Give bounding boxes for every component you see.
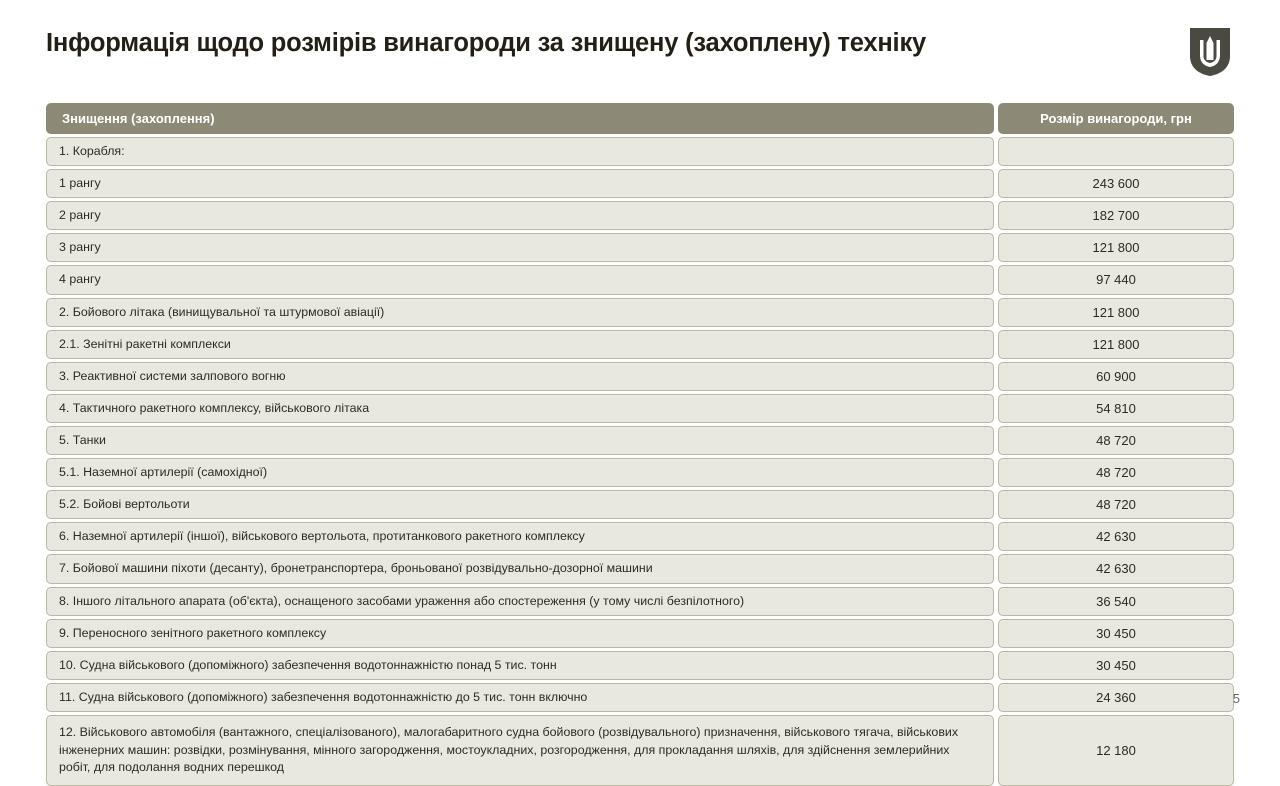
rewards-table	[46, 103, 1234, 786]
row-label: 3. Реактивної системи залпового вогню	[46, 362, 994, 391]
row-label: 8. Іншого літального апарата (об'єкта), оснащеного засобами ураження або спостереження (у тому числі безпілотного)	[46, 587, 994, 616]
row-value: 42 630	[998, 522, 1234, 551]
row-label: 2. Бойового літака (винищувальної та штурмової авіації)	[46, 298, 994, 327]
row-label: 2 рангу	[46, 201, 994, 230]
row-value: 24 360	[998, 683, 1234, 712]
table-row	[46, 201, 1234, 230]
row-value: 48 720	[998, 426, 1234, 455]
table-row	[46, 298, 1234, 327]
table-row	[46, 522, 1234, 551]
row-value: 121 800	[998, 233, 1234, 262]
page-title: Інформація щодо розмірів винагороди за знищену (захоплену) техніку	[46, 29, 926, 57]
row-label: 4. Тактичного ракетного комплексу, військового літака	[46, 394, 994, 423]
row-label: 3 рангу	[46, 233, 994, 262]
row-label: 2.1. Зенітні ракетні комплекси	[46, 330, 994, 359]
row-value: 121 800	[998, 330, 1234, 359]
row-value	[998, 137, 1234, 166]
row-value: 48 720	[998, 490, 1234, 519]
table-row	[46, 619, 1234, 648]
table-row	[46, 169, 1234, 198]
row-label: 11. Судна військового (допоміжного) забезпечення водотоннажністю до 5 тис. тонн включно	[46, 683, 994, 712]
table-row	[46, 554, 1234, 583]
table-row	[46, 715, 1234, 786]
column-header-category: Знищення (захоплення)	[46, 103, 994, 134]
row-value: 30 450	[998, 619, 1234, 648]
table-header-row	[46, 103, 1234, 134]
row-value: 30 450	[998, 651, 1234, 680]
row-label: 12. Військового автомобіля (вантажного, спеціалізованого), малогабаритного судна бойового (розвідувального) призначення, військового тягача, військових інженерних машин: розвідки, розмінування, мінного загородження, мостоукладних, розгородження, для прокладання шляхів, для здійснення землерийних робіт, для подолання водних перешкод	[46, 715, 994, 786]
table-row	[46, 394, 1234, 423]
ukraine-armed-forces-emblem-icon	[1188, 26, 1232, 78]
row-value: 97 440	[998, 265, 1234, 294]
table-row	[46, 490, 1234, 519]
table-row	[46, 362, 1234, 391]
row-label: 10. Судна військового (допоміжного) забезпечення водотоннажністю понад 5 тис. тонн	[46, 651, 994, 680]
row-label: 1 рангу	[46, 169, 994, 198]
table-row	[46, 426, 1234, 455]
row-label: 6. Наземної артилерії (іншої), військового вертольота, протитанкового ракетного комплексу	[46, 522, 994, 551]
row-label: 7. Бойової машини піхоти (десанту), бронетранспортера, броньованої розвідувально-дозорної машини	[46, 554, 994, 583]
table-row	[46, 265, 1234, 294]
row-value: 60 900	[998, 362, 1234, 391]
row-label: 4 рангу	[46, 265, 994, 294]
row-label: 5. Танки	[46, 426, 994, 455]
table-row	[46, 458, 1234, 487]
row-value: 121 800	[998, 298, 1234, 327]
row-value: 48 720	[998, 458, 1234, 487]
table-row	[46, 233, 1234, 262]
row-label: 5.2. Бойові вертольоти	[46, 490, 994, 519]
row-value: 42 630	[998, 554, 1234, 583]
row-label: 9. Переносного зенітного ракетного комплексу	[46, 619, 994, 648]
column-header-amount: Розмір винагороди, грн	[998, 103, 1234, 134]
row-value: 243 600	[998, 169, 1234, 198]
row-value: 36 540	[998, 587, 1234, 616]
row-value: 12 180	[998, 715, 1234, 786]
row-label: 5.1. Наземної артилерії (самохідної)	[46, 458, 994, 487]
page-number: 5	[1232, 691, 1240, 706]
slide-header	[46, 0, 1234, 78]
row-label: 1. Корабля:	[46, 137, 994, 166]
row-value: 54 810	[998, 394, 1234, 423]
table-row	[46, 330, 1234, 359]
table-row	[46, 651, 1234, 680]
table-row	[46, 137, 1234, 166]
table-row	[46, 587, 1234, 616]
row-value: 182 700	[998, 201, 1234, 230]
table-row	[46, 683, 1234, 712]
